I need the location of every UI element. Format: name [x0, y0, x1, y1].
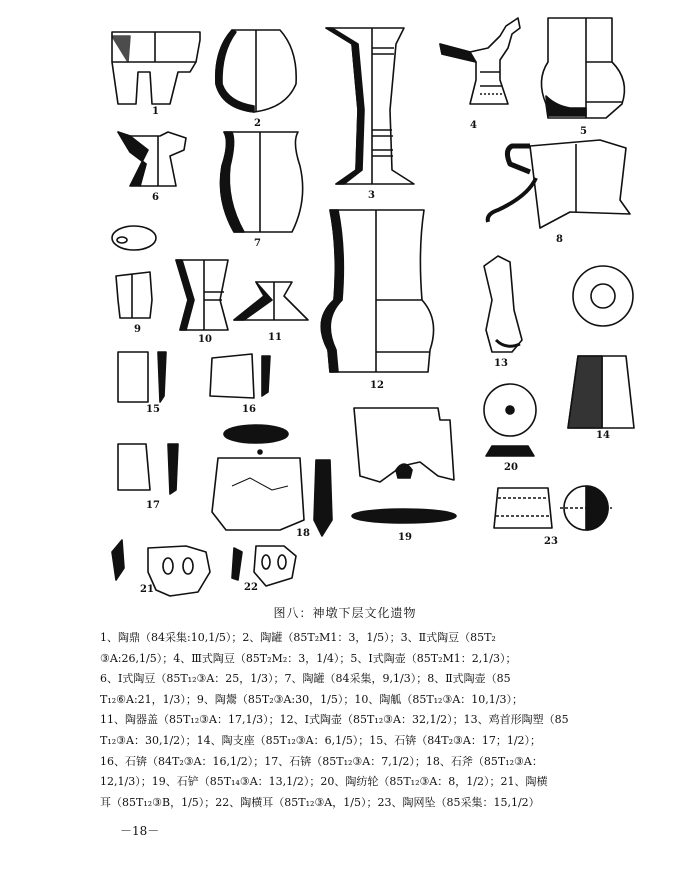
- artifact-9-pottery-gui: [112, 226, 156, 318]
- artifact-1-pottery-ding: [112, 32, 200, 104]
- legend-line: 11、陶器盖（85T₁₂③A：17,1/3）；12、Ⅰ式陶壶（85T₁₂③A：32,1/2）；13、鸡首形陶塑（85: [100, 713, 569, 727]
- page-number: －18－: [120, 824, 160, 838]
- figure-number-1: 1: [152, 106, 159, 117]
- artifact-19-stone-shovel: [352, 408, 456, 523]
- artifact-6-pottery-dou: [118, 132, 186, 186]
- artifact-18-stone-axe: [212, 425, 332, 536]
- figure-legend: [100, 628, 660, 813]
- legend-line: 耳（85T₁₂③B，1/5）；22、陶横耳（85T₁₂③A，1/5）；23、陶网坠（85采集：15,1/2）: [100, 795, 540, 809]
- figure-number-8: 8: [556, 234, 563, 245]
- artifact-21-pottery-lug: [112, 540, 210, 596]
- figure-number-14: 14: [596, 430, 610, 441]
- figure-number-5: 5: [580, 126, 587, 137]
- legend-line: 6、Ⅰ式陶豆（85T₁₂③A：25，1/3）；7、陶罐（84采集，9,1/3）；8、Ⅱ式陶壶（85: [100, 672, 511, 686]
- artifact-15-stone-adze: [118, 352, 166, 402]
- artifact-20-spindle-whorl: [484, 384, 536, 456]
- figure-number-17: 17: [146, 500, 160, 511]
- artifact-14-pottery-support: [568, 266, 634, 428]
- figure-number-22: 22: [244, 582, 258, 593]
- figure-number-9: 9: [134, 324, 141, 335]
- figure-number-18: 18: [296, 528, 310, 539]
- artifact-16-stone-adze: [210, 354, 270, 398]
- legend-line: 1、陶鼎（84采集:10,1/5）；2、陶罐（85T₂M1：3，1/5）；3、Ⅱ式陶豆（85T₂: [100, 631, 496, 644]
- figure-number-4: 4: [470, 120, 477, 131]
- figure-number-20: 20: [504, 462, 518, 473]
- artifact-2-pottery-jar: [216, 30, 296, 112]
- figure-number-13: 13: [494, 358, 508, 369]
- artifact-7-pottery-jar: [221, 132, 303, 232]
- artifact-10-pottery-gu: [176, 260, 228, 330]
- artifact-4-pottery-dou: [440, 18, 520, 104]
- figure-number-19: 19: [398, 532, 412, 543]
- figure-number-7: 7: [254, 238, 261, 249]
- figure-number-23: 23: [544, 536, 558, 547]
- artifact-23-net-sinker: [494, 486, 612, 530]
- legend-line: ③A:26,1/5）；4、Ⅲ式陶豆（85T₂M₂：3，1/4）；5、Ⅰ式陶壶（85T₂M1：2,1/3）；: [100, 651, 517, 665]
- figure-number-10: 10: [198, 334, 212, 345]
- figure-number-3: 3: [368, 190, 375, 201]
- artifact-11-pottery-lid: [234, 282, 308, 320]
- legend-line: T₁₂③A：30,1/2）；14、陶支座（85T₁₂③A：6,1/5）；15、石锛（84T₂③A：17；1/2）；: [100, 733, 542, 747]
- artifact-5-pottery-hu: [541, 18, 624, 118]
- figure-number-21: 21: [140, 584, 154, 595]
- artifact-12-pottery-hu: [321, 210, 433, 372]
- figure-number-16: 16: [242, 404, 256, 415]
- figure-number-11: 11: [268, 332, 282, 343]
- legend-line: 12,1/3）；19、石铲（85T₁₄③A：13,1/2）；20、陶纺轮（85T₁₂③A：8，1/2）；21、陶横: [100, 775, 548, 789]
- artifact-17-stone-adze: [118, 444, 178, 494]
- figure-number-15: 15: [146, 404, 160, 415]
- figure-caption: 图八：神墩下层文化遗物: [273, 606, 417, 620]
- legend-line: 16、石锛（84T₂③A：16,1/2）；17、石锛（85T₁₂③A：7,1/2）；18、石斧（85T₁₂③A：: [100, 754, 543, 768]
- legend-line: T₁₂⑥A:21，1/3）；9、陶鬶（85T₂③A:30，1/5）；10、陶觚（85T₁₂③A：10,1/3）；: [100, 692, 523, 706]
- figure-number-12: 12: [370, 380, 384, 391]
- figure-number-6: 6: [152, 192, 159, 203]
- artifact-8-pottery-hu-with-handle: [488, 140, 630, 228]
- artifact-22-pottery-lug: [232, 546, 296, 586]
- artifact-13-chicken-head-figurine: [470, 256, 522, 352]
- figure-number-2: 2: [254, 118, 261, 129]
- artifact-3-stem-dou: [326, 28, 414, 184]
